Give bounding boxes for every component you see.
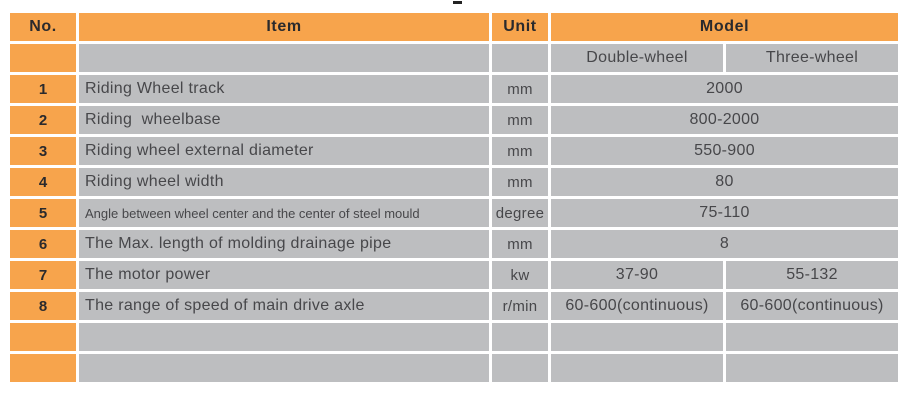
unit-cell: mm bbox=[492, 106, 548, 134]
value-cell-three-wheel: 55-132 bbox=[726, 261, 898, 289]
unit-cell: mm bbox=[492, 137, 548, 165]
value-cell: 75-110 bbox=[551, 199, 898, 227]
item-cell: The range of speed of main drive axle bbox=[79, 292, 489, 320]
table-row bbox=[10, 137, 898, 165]
no-cell: 5 bbox=[10, 199, 76, 227]
header-item: Item bbox=[79, 13, 489, 41]
unit-cell: kw bbox=[492, 261, 548, 289]
value-cell-empty bbox=[551, 323, 723, 351]
value-cell-double-wheel: 37-90 bbox=[551, 261, 723, 289]
no-cell: 7 bbox=[10, 261, 76, 289]
item-cell: The Max. length of molding drainage pipe bbox=[79, 230, 489, 258]
value-cell: 80 bbox=[551, 168, 898, 196]
item-cell: Riding Wheel track bbox=[79, 75, 489, 103]
item-cell: Riding wheel external diameter bbox=[79, 137, 489, 165]
no-cell-empty bbox=[10, 354, 76, 382]
no-cell: 2 bbox=[10, 106, 76, 134]
empty-row bbox=[10, 323, 898, 351]
subheader-three-wheel: Three-wheel bbox=[726, 44, 898, 72]
item-cell-empty bbox=[79, 44, 489, 72]
no-cell: 3 bbox=[10, 137, 76, 165]
no-cell: 1 bbox=[10, 75, 76, 103]
item-cell: Riding wheelbase bbox=[79, 106, 489, 134]
table-row bbox=[10, 106, 898, 134]
no-cell: 4 bbox=[10, 168, 76, 196]
value-cell-empty bbox=[726, 354, 898, 382]
unit-cell-empty bbox=[492, 323, 548, 351]
value-cell-double-wheel: 60-600(continuous) bbox=[551, 292, 723, 320]
value-cell: 2000 bbox=[551, 75, 898, 103]
value-cell-empty bbox=[551, 354, 723, 382]
unit-cell-empty bbox=[492, 44, 548, 72]
value-cell: 8 bbox=[551, 230, 898, 258]
unit-cell: mm bbox=[492, 168, 548, 196]
item-cell-empty bbox=[79, 323, 489, 351]
cropped-title-fragment bbox=[453, 1, 462, 4]
subheader-double-wheel: Double-wheel bbox=[551, 44, 723, 72]
no-cell: 8 bbox=[10, 292, 76, 320]
header-unit: Unit bbox=[492, 13, 548, 41]
table-row bbox=[10, 168, 898, 196]
table-row bbox=[10, 261, 898, 289]
no-cell: 6 bbox=[10, 230, 76, 258]
unit-cell: r/min bbox=[492, 292, 548, 320]
header-model: Model bbox=[551, 13, 898, 41]
item-cell-empty bbox=[79, 354, 489, 382]
unit-cell: mm bbox=[492, 230, 548, 258]
value-cell: 550-900 bbox=[551, 137, 898, 165]
table-row bbox=[10, 199, 898, 227]
header-row bbox=[10, 13, 898, 41]
value-cell: 800-2000 bbox=[551, 106, 898, 134]
table-row bbox=[10, 230, 898, 258]
empty-row bbox=[10, 354, 898, 382]
value-cell-empty bbox=[726, 323, 898, 351]
header-no: No. bbox=[10, 13, 76, 41]
unit-cell-empty bbox=[492, 354, 548, 382]
table-row bbox=[10, 75, 898, 103]
value-cell-three-wheel: 60-600(continuous) bbox=[726, 292, 898, 320]
item-cell: The motor power bbox=[79, 261, 489, 289]
table-row bbox=[10, 292, 898, 320]
no-cell-empty bbox=[10, 44, 76, 72]
unit-cell: degree bbox=[492, 199, 548, 227]
specification-table bbox=[7, 10, 901, 385]
item-cell: Riding wheel width bbox=[79, 168, 489, 196]
no-cell-empty bbox=[10, 323, 76, 351]
item-cell: Angle between wheel center and the center of steel mould bbox=[79, 199, 489, 227]
subheader-row bbox=[10, 44, 898, 72]
unit-cell: mm bbox=[492, 75, 548, 103]
